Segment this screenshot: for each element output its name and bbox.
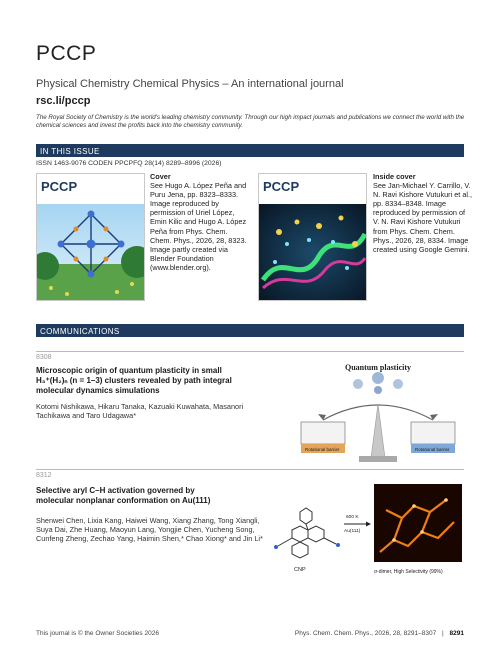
article2-title-line1: Selective aryl C–H activation governed by bbox=[36, 486, 195, 495]
footer-copyright: This journal is © the Owner Societies 2026 bbox=[36, 630, 159, 637]
article1-page: 8308 bbox=[36, 354, 52, 361]
article2-title-line2: molecular nonplanar conformation on Au(111) bbox=[36, 496, 211, 505]
article1-title-line2: H₃⁺(H₂)ₙ (n = 1–3) clusters revealed by path integral bbox=[36, 376, 232, 385]
issn-line: ISSN 1463-9076 CODEN PPCPFQ 28(14) 8289–8996 (2026) bbox=[36, 160, 222, 167]
article1-authors: Kotomi Nishikawa, Hikaru Tanaka, Kazuaki Kuwahata, Masanori Tachikawa and Taro Udagawa* bbox=[36, 402, 244, 421]
journal-title: PCCP bbox=[36, 42, 97, 65]
divider bbox=[36, 469, 464, 470]
cover-caption bbox=[150, 172, 250, 272]
inside-cover-image[interactable] bbox=[258, 173, 367, 301]
rotational-barrier-high-label: Rotational barrier bbox=[415, 447, 450, 452]
article2-graphic bbox=[262, 482, 464, 582]
footer-journal-ref: Phys. Chem. Chem. Phys., 2026, 28, 8291–8307 bbox=[294, 630, 437, 637]
divider bbox=[36, 351, 464, 352]
communications-heading: COMMUNICATIONS bbox=[36, 324, 464, 337]
cover-image[interactable] bbox=[36, 173, 145, 301]
inside-cover-artwork bbox=[259, 204, 367, 301]
temperature-label: 600 K bbox=[346, 515, 359, 520]
article1-graphic bbox=[293, 360, 463, 465]
inside-cover-logo: PCCP bbox=[263, 179, 300, 194]
in-this-issue-heading: IN THIS ISSUE bbox=[36, 144, 464, 157]
rotational-barrier-low-label: Rotational barrier bbox=[305, 447, 340, 452]
article2-title[interactable] bbox=[36, 486, 266, 506]
article1-title-line3: molecular dynamics simulations bbox=[36, 386, 160, 395]
cover-caption-title: Cover bbox=[150, 172, 171, 181]
journal-subtitle: Physical Chemistry Chemical Physics – An international journal bbox=[36, 78, 344, 90]
article1-title[interactable] bbox=[36, 366, 266, 396]
cover-caption-text: See Hugo A. López Peña and Puru Jena, pp. 8323–8333. Image reproduced by permission of Uriel López, Emin Kilic and Hugo A. López Peña from Phys. Chem. Chem. Phys., 2026, 28, 8323. Image partly created via Blender Foundation (www.blender.org). bbox=[150, 181, 247, 272]
quantum-plasticity-label: Quantum plasticity bbox=[345, 363, 412, 372]
inside-cover-caption-text: See Jan-Michael Y. Carrillo, V. N. Ravi Kishore Vutukuri et al., pp. 8334–8348. Image reproduced by permission of V. N. Ravi Kishore Vutukuri from Phys. Chem. Chem. Phys., 2026, 28, 8334. Image created using Google Gemini. bbox=[373, 181, 473, 254]
journal-url[interactable]: rsc.li/pccp bbox=[36, 95, 91, 107]
footer-page-number: 8291 bbox=[449, 630, 464, 637]
selectivity-caption: σ-dimer, High Selectivity (99%) bbox=[374, 569, 443, 575]
article2-page: 8312 bbox=[36, 472, 52, 479]
cover-artwork bbox=[37, 204, 145, 301]
inside-cover-caption bbox=[373, 172, 473, 254]
cover-logo: PCCP bbox=[41, 179, 78, 194]
article1-title-line1: Microscopic origin of quantum plasticity in small bbox=[36, 366, 222, 375]
cnp-label: CNP bbox=[294, 567, 306, 573]
footer-citation: Phys. Chem. Chem. Phys., 2026, 28, 8291–8307 | 8291 bbox=[294, 630, 464, 637]
inside-cover-caption-title: Inside cover bbox=[373, 172, 416, 181]
article2-authors: Shenwei Chen, Lixia Kang, Haiwei Wang, Xiang Zhang, Tong Xiangli, Suya Dai, Zhe Huang, Maoyun Lang, Yongjie Chen, Yucheng Song, Cunfeng Zheng, Zechao Yang, Haimin Shen,* Chao Xiong* and Jin Li* bbox=[36, 516, 263, 544]
journal-blurb: The Royal Society of Chemistry is the world's leading chemistry community. Through our high impact journals and publications we connect the world with the chemical sciences and invest the profits back into the chemistry community. bbox=[36, 114, 465, 129]
substrate-label: Au(111) bbox=[344, 529, 361, 534]
